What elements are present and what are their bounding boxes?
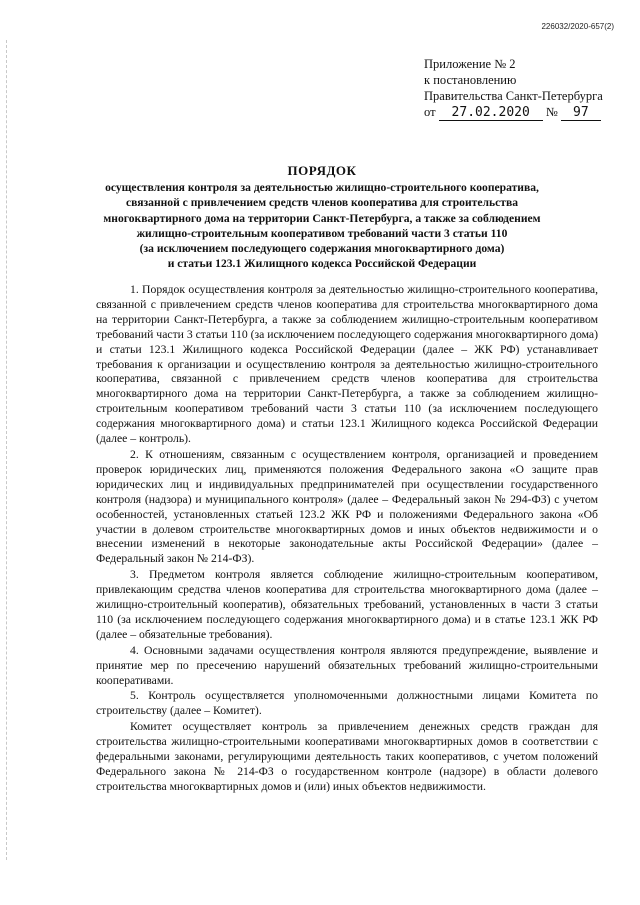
title-line: связанной с привлечением средств членов кооператива для строительства	[125, 196, 519, 210]
title-main: ПОРЯДОК	[287, 163, 357, 178]
scan-edge-marks	[6, 40, 9, 860]
paragraph-6: Комитет осуществляет контроль за привлечением денежных средств граждан для строительства жилищно-строительными кооперативами многоквартирных домов в соответствии с федеральными законами, регулирующими деятельность таких кооперативов, с учетом положений Федерального закона № 214-ФЗ о государственном контроле (надзоре) в области долевого строительства многоквартирных домов и (или) иных объектов недвижимости.	[96, 720, 598, 793]
appendix-date-line	[424, 104, 624, 121]
appendix-block	[424, 56, 624, 121]
document-id: 226032/2020-657(2)	[541, 22, 614, 31]
document-title	[100, 163, 544, 271]
title-line: и статьи 123.1 Жилищного кодекса Российской Федерации	[167, 257, 477, 271]
title-line: жилищно-строительным кооперативом требований части 3 статьи 110	[136, 226, 508, 240]
title-line: (за исключением последующего содержания многоквартирного дома)	[139, 242, 505, 256]
paragraph-3: 3. Предметом контроля является соблюдение жилищно-строительным кооперативом, привлекающим средства членов кооператива для строительства многоквартирного дома (далее – жилищно-строительный кооператив), обязательных требований, установленных в части 3 статьи 110 (за исключением последующего содержания многоквартирного дома) и в статье 123.1 ЖК РФ (далее – обязательные требования).	[96, 568, 598, 641]
document-body	[96, 283, 598, 795]
appendix-line-3: Правительства Санкт-Петербурга	[424, 89, 603, 103]
number-value: 97	[561, 106, 601, 121]
title-line: многоквартирного дома на территории Санкт-Петербурга, а также за соблюдением	[103, 211, 541, 225]
appendix-line-1: Приложение № 2	[424, 57, 516, 71]
paragraph-2: 2. К отношениям, связанным с осуществлением контроля, организацией и проведением проверок юридических лиц, применяются положения Федерального закона «О защите прав юридических лиц и индивидуальных предпринимателей при осуществлении государственного контроля (надзора) и муниципального контроля» (далее – Федеральный закон № 294-ФЗ) с учетом особенностей, установленных статьей 123.2 ЖК РФ и положениями Федерального закона «Об участии в долевом строительстве многоквартирных домов и иных объектов недвижимости и о внесении изменений в некоторые законодательные акты Российской Федерации» (далее – Федеральный закон № 214-ФЗ).	[96, 447, 598, 566]
paragraph-5: 5. Контроль осуществляется уполномоченными должностными лицами Комитета по строительству (далее – Комитет).	[96, 689, 598, 718]
appendix-line-2: к постановлению	[424, 73, 517, 87]
number-sign: №	[545, 105, 558, 119]
title-line: осуществления контроля за деятельностью жилищно-строительного кооператива,	[105, 181, 539, 195]
paragraph-4: 4. Основными задачами осуществления контроля являются предупреждение, выявление и принятие мер по пресечению нарушений обязательных требований жилищно-строительными кооперативами.	[96, 643, 598, 687]
date-value: 27.02.2020	[439, 106, 543, 121]
paragraph-1: 1. Порядок осуществления контроля за деятельностью жилищно-строительного кооператива, связанной с привлечением средств членов кооператива для строительства многоквартирного дома на территории Санкт-Петербурга, а также за соблюдением жилищно-строительным кооперативом требований части 3 статьи 110 (за исключением последующего содержания многоквартирного дома) и статьи 123.1 Жилищного кодекса Российской Федерации (далее – ЖК РФ) устанавливает требования к организации и осуществлению контроля за деятельностью жилищно-строительного кооператива, связанной с привлечением средств членов кооператива для строительства многоквартирного дома на территории Санкт-Петербурга, а также за соблюдением жилищно-строительным кооперативом требований части 3 статьи 110 (за исключением последующего содержания многоквартирного дома) и статьи 123.1 Жилищного кодекса Российской Федерации (далее – контроль).	[96, 283, 598, 446]
date-prefix: от	[424, 105, 436, 119]
